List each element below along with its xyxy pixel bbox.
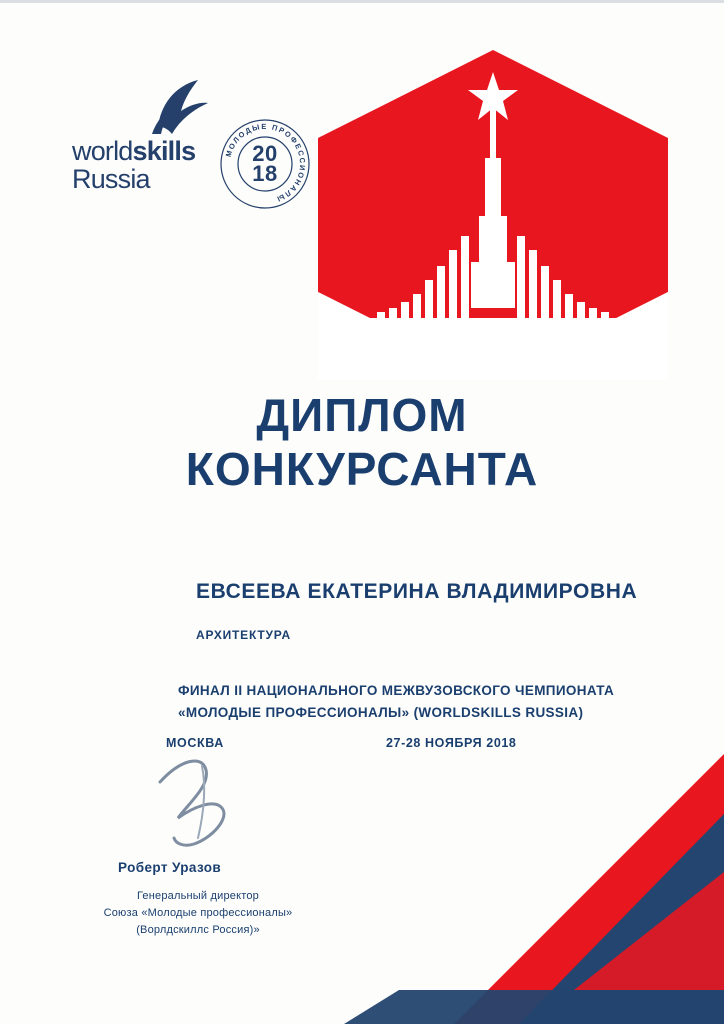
worldskills-logo xyxy=(72,78,322,203)
worldskills-wordmark-line2: Russia xyxy=(72,163,150,194)
signer-name: Роберт Уразов xyxy=(118,860,222,875)
signer-title-line2: Союза «Молодые профессионалы» xyxy=(103,907,293,920)
worldskills-word-skills: skills xyxy=(132,136,196,166)
signer-title xyxy=(98,888,298,939)
handwritten-signature xyxy=(140,752,260,862)
worldskills-word-world: world xyxy=(72,136,133,166)
recipient-name: ЕВСЕЕВА ЕКАТЕРИНА ВЛАДИМИРОВНА xyxy=(196,580,638,603)
badge-year-bottom: 18 xyxy=(252,161,278,186)
badge-year-top: 20 xyxy=(252,140,278,166)
skill-name: АРХИТЕКТУРА xyxy=(196,628,292,642)
document-title-line1: ДИПЛОМ xyxy=(256,389,468,441)
young-professionals-badge xyxy=(217,116,313,212)
kremlin-emblem-icon xyxy=(318,50,668,380)
badge-year xyxy=(217,116,313,212)
signer-title-line3: (Ворлдскиллс Россия)» xyxy=(136,924,260,937)
worldskills-swoosh-icon xyxy=(150,78,212,136)
document-title-line2: КОНКУРСАНТА xyxy=(185,442,539,495)
event-description xyxy=(178,680,614,723)
worldskills-wordmark xyxy=(72,138,195,193)
signer-title-line1: Генеральный директор xyxy=(137,890,259,902)
document-title xyxy=(0,389,724,495)
worldskills-wordmark-line1 xyxy=(72,138,195,166)
decorative-corner xyxy=(344,754,724,1024)
svg-text:МОЛОДЫЕ ПРОФЕССИОНАЛЫ: МОЛОДЫЕ ПРОФЕССИОНАЛЫ xyxy=(223,121,308,205)
event-line-1: ФИНАЛ II НАЦИОНАЛЬНОГО МЕЖВУЗОВСКОГО ЧЕМПИОНАТА xyxy=(178,683,615,698)
event-date: 27-28 НОЯБРЯ 2018 xyxy=(386,736,517,750)
event-city: МОСКВА xyxy=(166,736,224,750)
event-line-2: «МОЛОДЫЕ ПРОФЕССИОНАЛЫ» (WORLDSKILLS RUSSIA) xyxy=(178,704,584,720)
page-top-edge xyxy=(0,0,724,3)
